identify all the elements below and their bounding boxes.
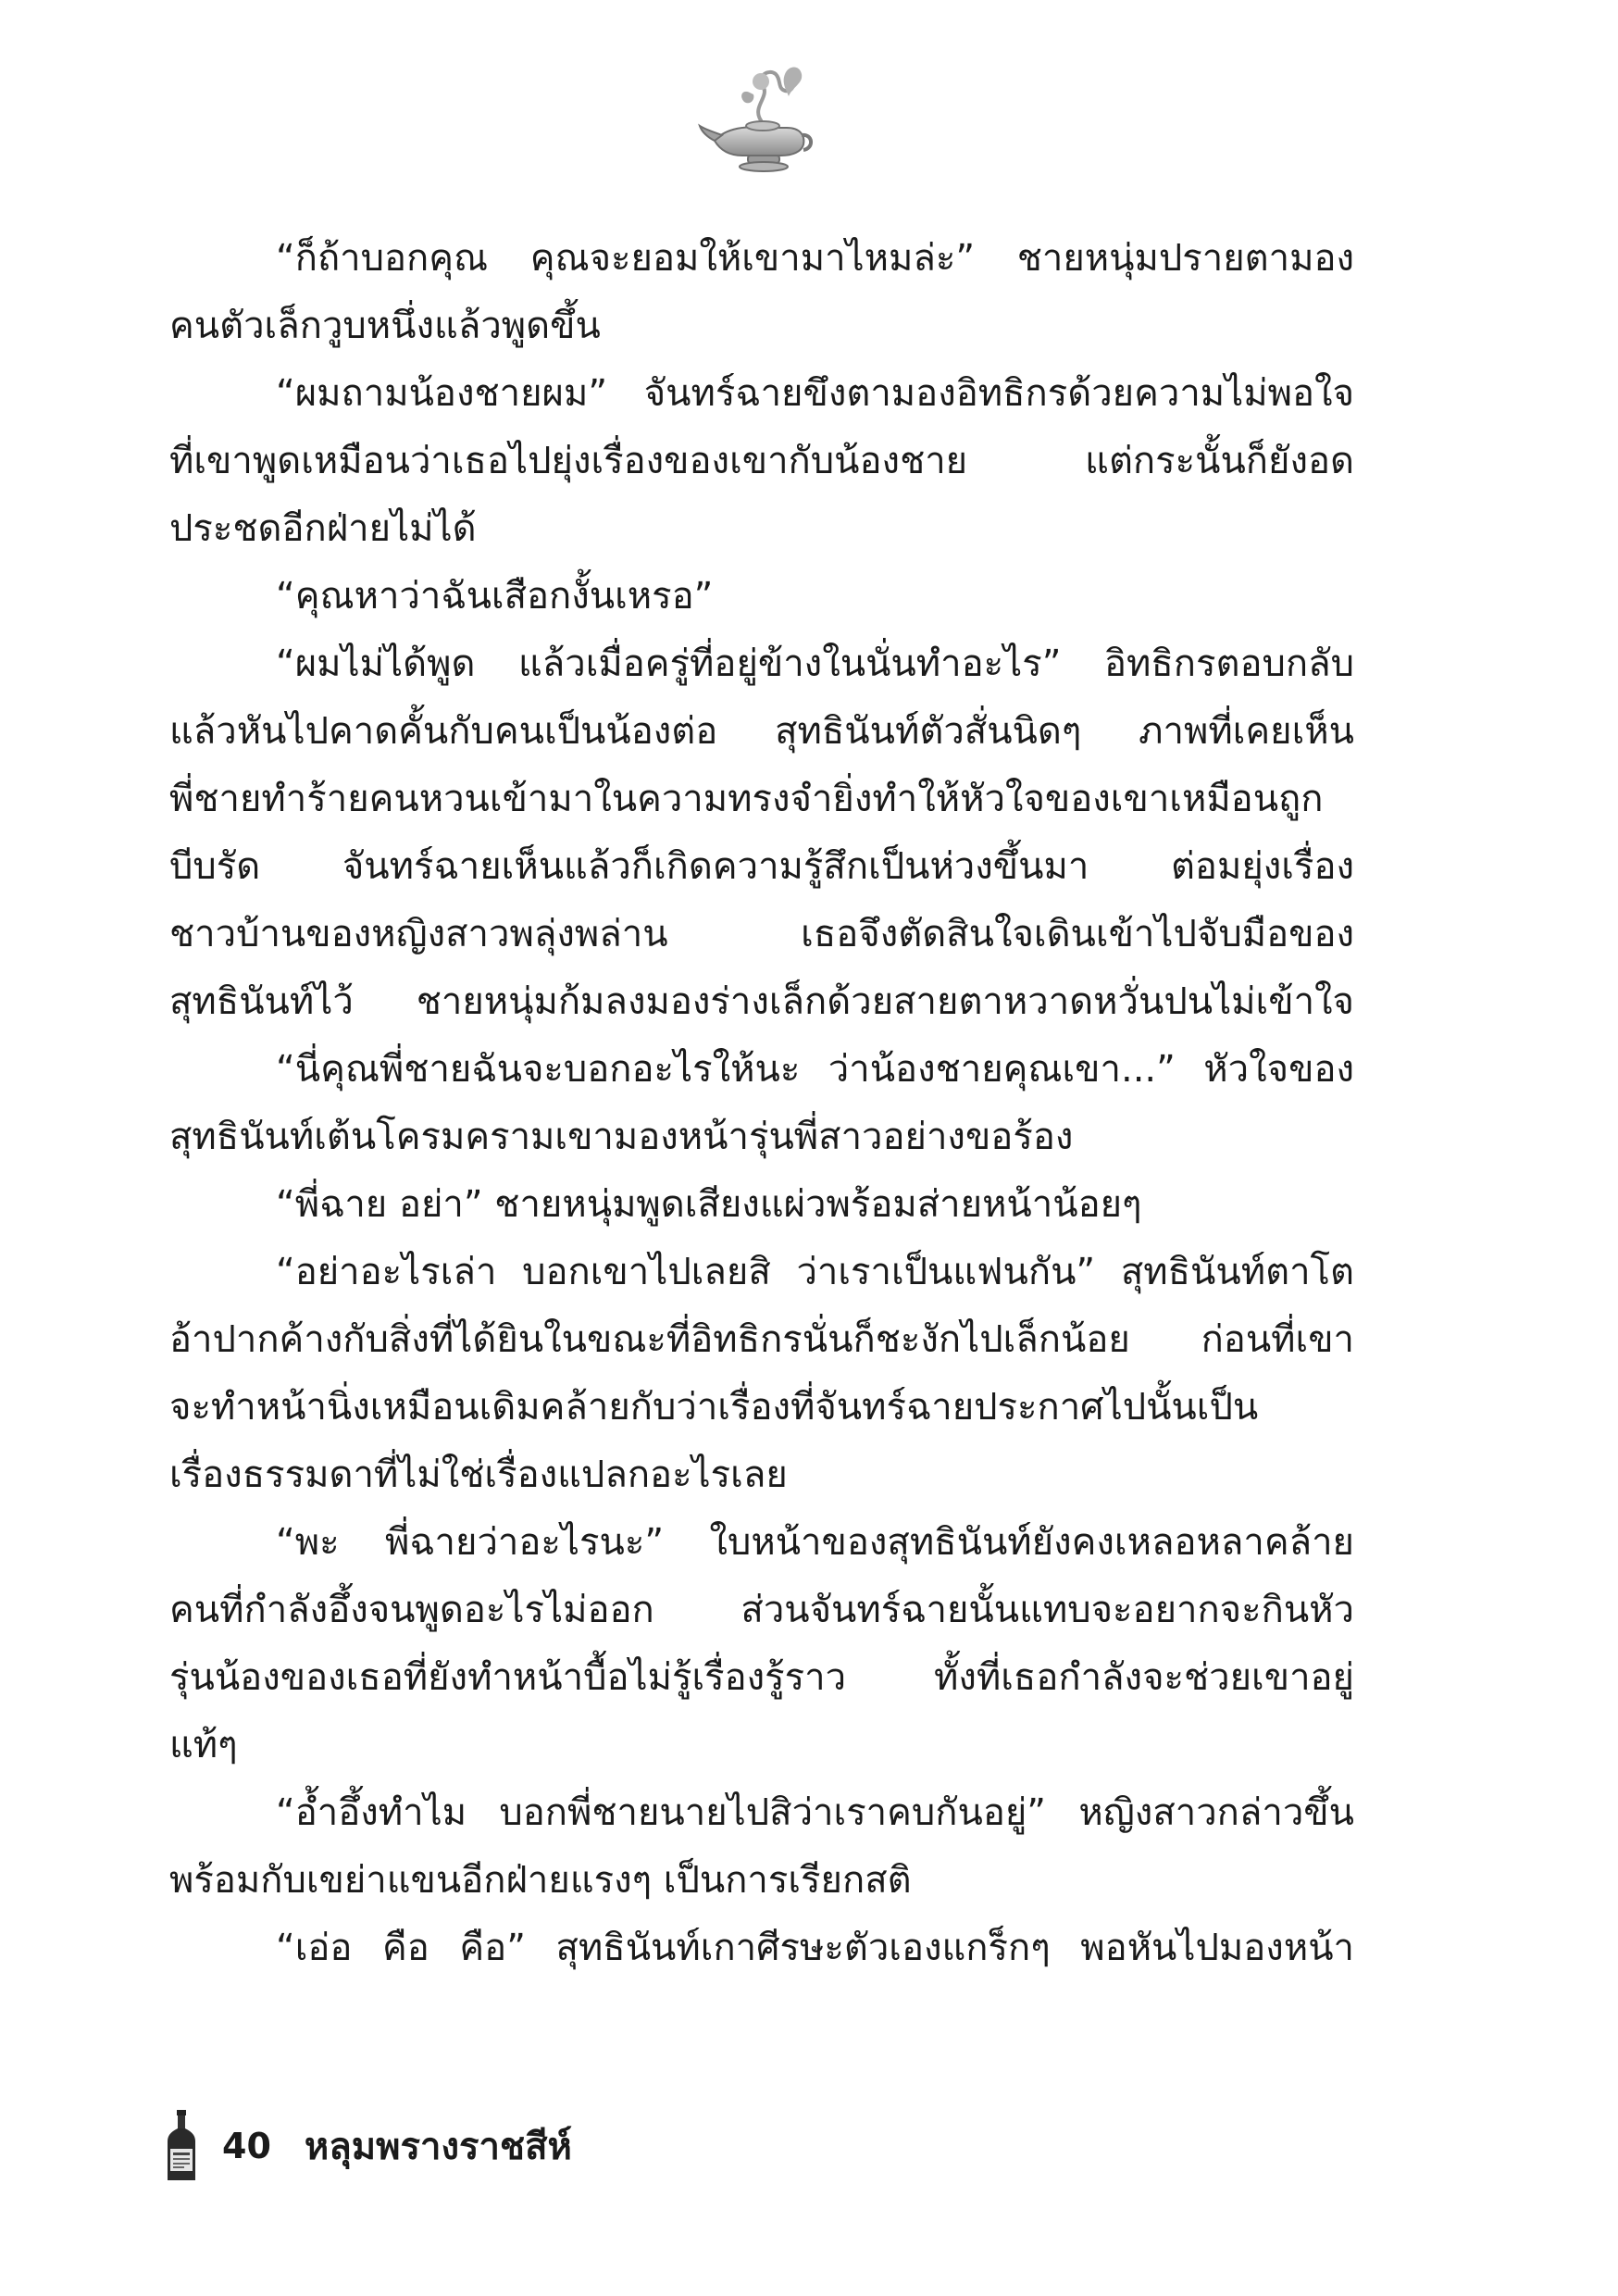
text-line: “ก็ถ้าบอกคุณ คุณจะยอมให้เขามาไหมล่ะ” ชายหนุ่มปรายตามอง — [276, 237, 1354, 280]
text-line: จะทำหน้านิ่งเหมือนเดิมคล้ายกับว่าเรื่องที่จันทร์ฉายประกาศไปนั้นเป็น — [169, 1386, 1259, 1429]
text-line: แล้วหันไปคาดคั้นกับคนเป็นน้องต่อ สุทธินันท์ตัวสั่นนิดๆ ภาพที่เคยเห็น — [169, 710, 1354, 753]
text-line: อ้าปากค้างกับสิ่งที่ได้ยินในขณะที่อิทธิกรนั่นก็ชะงักไปเล็กน้อย ก่อนที่เขา — [169, 1318, 1354, 1361]
text-line: ประชดอีกฝ่ายไม่ได้ — [169, 507, 477, 550]
text-line: คนที่กำลังอึ้งจนพูดอะไรไม่ออก ส่วนจันทร์ฉายนั้นแทบจะอยากจะกินหัว — [169, 1589, 1354, 1631]
text-line: “อ้ำอึ้งทำไม บอกพี่ชายนายไปสิว่าเราคบกันอยู่” หญิงสาวกล่าวขึ้น — [276, 1791, 1354, 1834]
text-line: “อย่าอะไรเล่า บอกเขาไปเลยสิ ว่าเราเป็นแฟนกัน” สุทธินันท์ตาโต — [276, 1251, 1354, 1293]
text-line: ชาวบ้านของหญิงสาวพลุ่งพล่าน เธอจึงตัดสินใจเดินเข้าไปจับมือของ — [169, 913, 1354, 955]
page-footer — [165, 2109, 572, 2183]
text-line: แท้ๆ — [169, 1724, 238, 1766]
body-text — [169, 225, 1354, 1982]
text-line: สุทธินันท์เต้นโครมครามเขามองหน้ารุ่นพี่สาวอย่างขอร้อง — [169, 1116, 1074, 1158]
text-line: “นี่คุณพี่ชายฉันจะบอกอะไรให้นะ ว่าน้องชายคุณเขา...” หัวใจของ — [276, 1048, 1354, 1091]
text-line: “ผมไม่ได้พูด แล้วเมื่อครู่ที่อยู่ข้างในนั่นทำอะไร” อิทธิกรตอบกลับ — [276, 643, 1354, 685]
text-line: “ผมถามน้องชายผม” จันทร์ฉายขึงตามองอิทธิกรด้วยความไม่พอใจ — [276, 372, 1354, 415]
text-line: “พะ พี่ฉายว่าอะไรนะ” ใบหน้าของสุทธินันท์ยังคงเหลอหลาคล้าย — [276, 1521, 1354, 1564]
page-number: 40 — [222, 2126, 271, 2166]
text-line: สุทธินันท์ไว้ ชายหนุ่มก้มลงมองร่างเล็กด้วยสายตาหวาดหวั่นปนไม่เข้าใจ — [169, 980, 1354, 1023]
text-line: รุ่นน้องของเธอที่ยังทำหน้าบื้อไม่รู้เรื่องรู้ราว ทั้งที่เธอกำลังจะช่วยเขาอยู่ — [169, 1656, 1354, 1699]
text-line: ที่เขาพูดเหมือนว่าเธอไปยุ่งเรื่องของเขากับน้องชาย แต่กระนั้นก็ยังอด — [169, 440, 1354, 482]
text-line: “เอ่อ คือ คือ” สุทธินันท์เกาศีรษะตัวเองแกร็กๆ พอหันไปมองหน้า — [276, 1927, 1354, 1969]
magic-lamp-icon — [696, 56, 816, 176]
text-line: พร้อมกับเขย่าแขนอีกฝ่ายแรงๆ เป็นการเรียกสติ — [169, 1859, 912, 1902]
bottle-icon — [165, 2110, 198, 2182]
text-line: เรื่องธรรมดาที่ไม่ใช่เรื่องแปลกอะไรเลย — [169, 1454, 788, 1496]
book-title: หลุมพรางราชสีห์ — [304, 2126, 572, 2168]
text-line: พี่ชายทำร้ายคนหวนเข้ามาในความทรงจำยิ่งทำให้หัวใจของเขาเหมือนถูก — [169, 778, 1324, 820]
text-line: คนตัวเล็กวูบหนึ่งแล้วพูดขึ้น — [169, 305, 601, 347]
text-line: บีบรัด จันทร์ฉายเห็นแล้วก็เกิดความรู้สึกเป็นห่วงขึ้นมา ต่อมยุ่งเรื่อง — [169, 845, 1354, 888]
text-line: “พี่ฉาย อย่า” ชายหนุ่มพูดเสียงแผ่วพร้อมส่ายหน้าน้อยๆ — [276, 1183, 1142, 1226]
text-line: “คุณหาว่าฉันเสือกงั้นเหรอ” — [276, 575, 714, 618]
